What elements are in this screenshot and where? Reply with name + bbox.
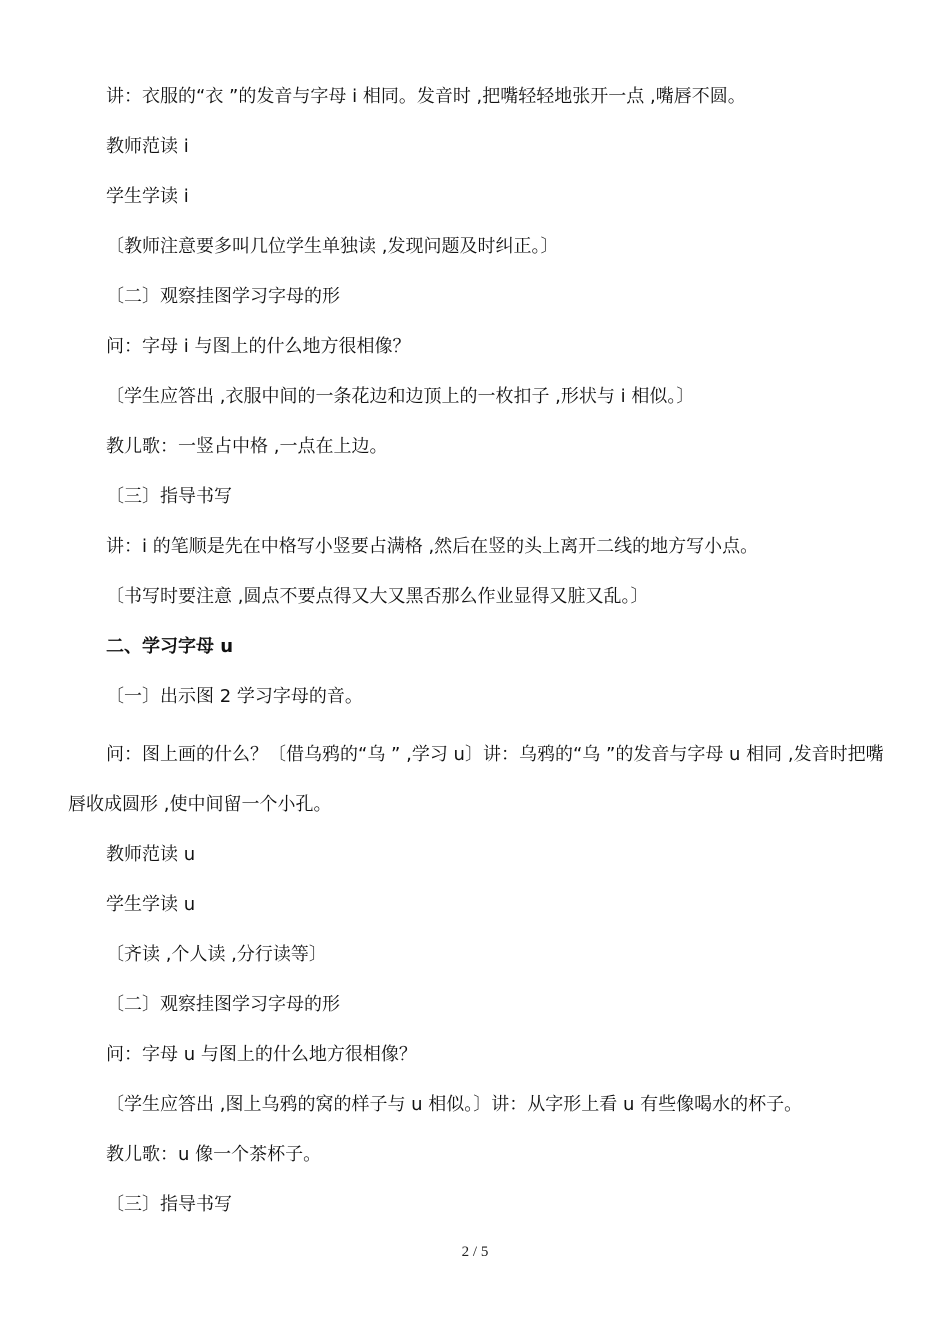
paragraph: 教师范读 i [106,136,189,157]
paragraph: 教儿歌：一竖占中格 ,一点在上边。 [106,436,388,457]
document-body [68,80,888,1238]
paragraph: 〔三〕指导书写 [106,1194,232,1215]
paragraph: 〔学生应答出 ,衣服中间的一条花边和边顶上的一枚扣子 ,形状与 i 相似。〕 [106,386,695,407]
paragraph: 〔教师注意要多叫几位学生单独读 ,发现问题及时纠正。〕 [106,236,559,257]
paragraph: 问：字母 i 与图上的什么地方很相像？ [106,336,411,357]
paragraph: 问：图上画的什么？〔借乌鸦的“乌 ” ,学习 u〕讲：乌鸦的“乌 ”的发音与字母 u 相同 ,发音时把嘴唇收成圆形 ,使中间留一个小孔。 [68,744,884,815]
paragraph: 〔齐读 ,个人读 ,分行读等〕 [106,944,327,965]
page-number: 2 / 5 [461,1244,489,1260]
paragraph: 〔二〕观察挂图学习字母的形 [106,286,340,307]
paragraph: 讲：i 的笔顺是先在中格写小竖要占满格 ,然后在竖的头上离开二线的地方写小点。 [106,536,759,557]
section-heading: 二、学习字母 u [106,636,234,657]
paragraph: 〔书写时要注意 ,圆点不要点得又大又黑否那么作业显得又脏又乱。〕 [106,586,649,607]
paragraph: 〔学生应答出 ,图上乌鸦的窝的样子与 u 相似。〕讲：从字形上看 u 有些像喝水的杯子。 [106,1094,803,1115]
paragraph: 〔三〕指导书写 [106,486,232,507]
paragraph: 〔一〕出示图 2 学习字母的音。 [106,686,363,707]
paragraph: 教儿歌：u 像一个茶杯子。 [106,1144,322,1165]
paragraph: 学生学读 u [106,894,196,915]
paragraph: 教师范读 u [106,844,196,865]
paragraph: 讲：衣服的“衣 ”的发音与字母 i 相同。发音时 ,把嘴轻轻地张开一点 ,嘴唇不圆。 [106,86,746,107]
paragraph: 问：字母 u 与图上的什么地方很相像？ [106,1044,417,1065]
paragraph: 〔二〕观察挂图学习字母的形 [106,994,340,1015]
paragraph: 学生学读 i [106,186,189,207]
